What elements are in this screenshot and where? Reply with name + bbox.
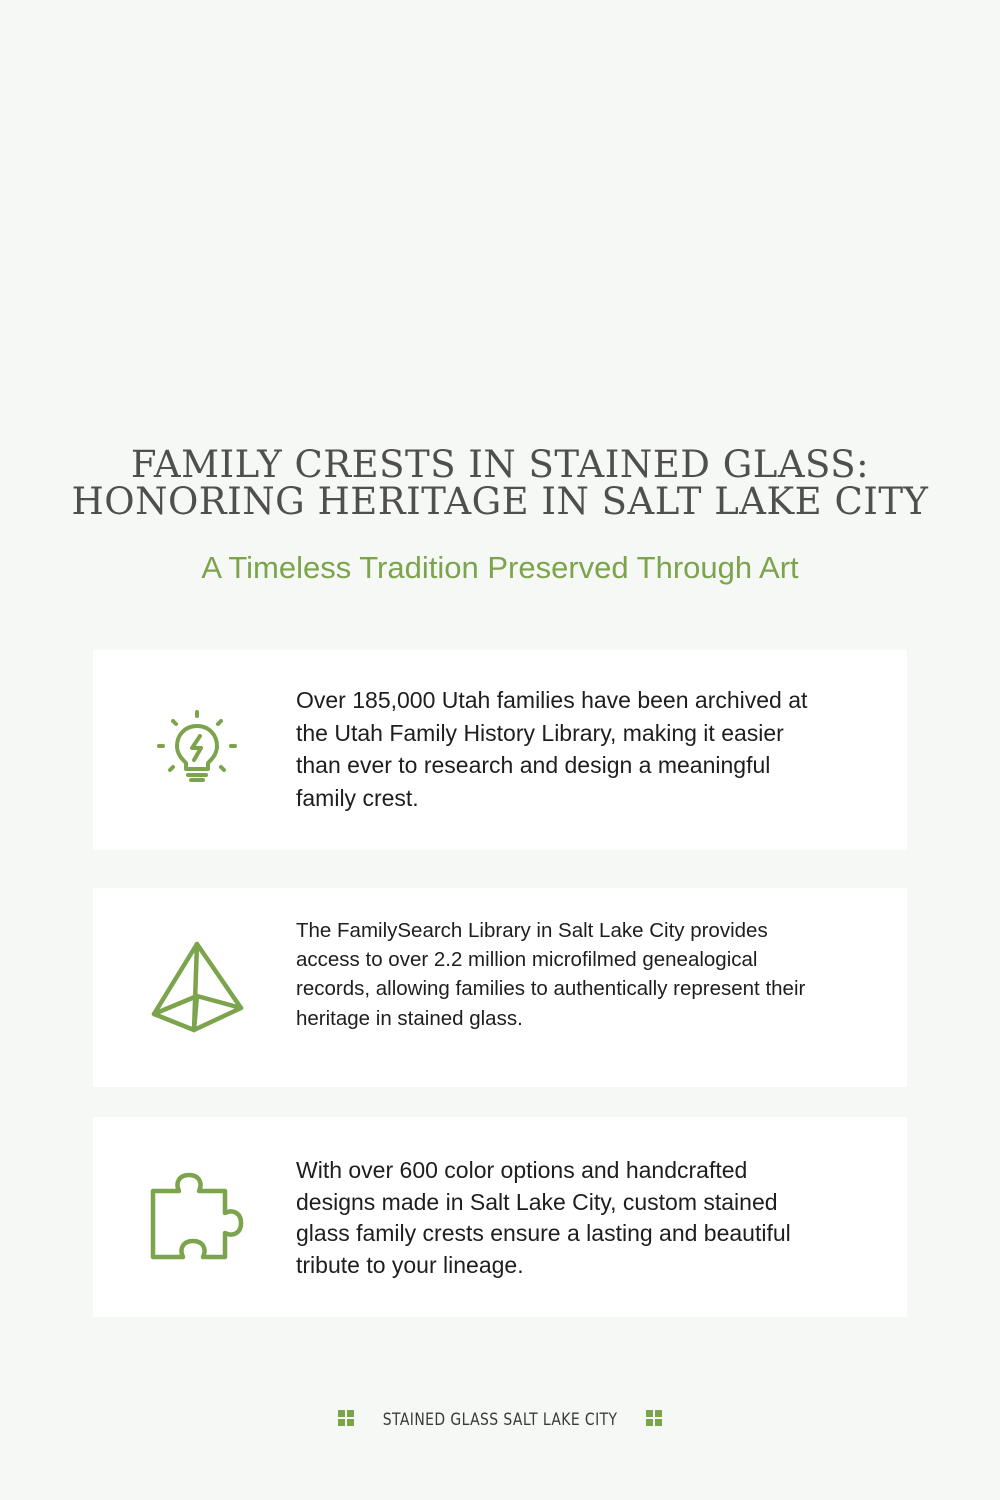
title-line-1: FAMILY CRESTS IN STAINED GLASS: <box>130 443 870 486</box>
fact-text: Over 185,000 Utah families have been archived at the Utah Family History Library, making it easier than ever to research and design a meaningful family crest. <box>296 687 808 811</box>
fact-card-color-options <box>93 1117 907 1317</box>
page-subtitle: A Timeless Tradition Preserved Through Art <box>201 550 799 585</box>
page-title <box>0 443 1000 523</box>
window-grid-icon <box>338 1410 354 1426</box>
fact-card-microfilmed-records <box>93 888 907 1087</box>
title-line-2: HONORING HERITAGE IN SALT LAKE CITY <box>71 480 929 523</box>
pyramid-icon <box>149 938 245 1034</box>
brand-logo <box>0 1408 1000 1432</box>
lightbulb-icon <box>149 702 245 798</box>
fact-text: The FamilySearch Library in Salt Lake City provides access to over 2.2 million microfilmed genealogical records, allowing families to authentically represent their heritage in stained glass. <box>296 919 806 1030</box>
fact-text: With over 600 color options and handcrafted designs made in Salt Lake City, custom stained glass family crests ensure a lasting and beautiful tribute to your lineage. <box>296 1157 791 1278</box>
puzzle-piece-icon <box>149 1171 245 1267</box>
brand-name: STAINED GLASS SALT LAKE CITY <box>382 1410 618 1430</box>
window-grid-icon <box>646 1410 662 1426</box>
fact-card-archived-families <box>93 650 907 850</box>
